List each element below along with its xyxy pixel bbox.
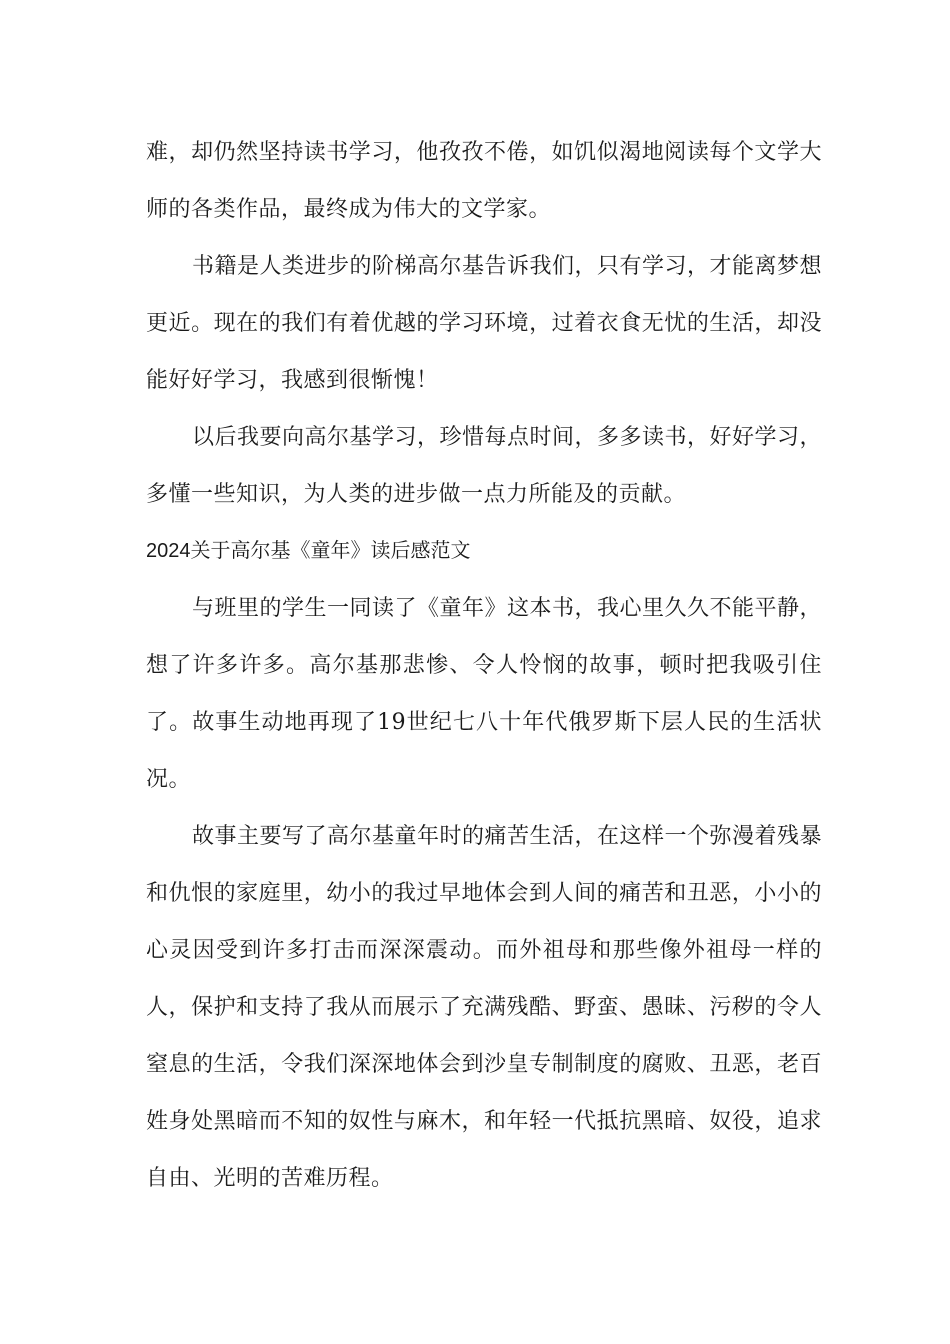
document-body — [146, 124, 822, 1207]
paragraph-books-ladder: 书籍是人类进步的阶梯高尔基告诉我们，只有学习，才能离梦想更近。现在的我们有着优越的学习环境，过着衣食无忧的生活，却没能好好学习，我感到很惭愧！ — [146, 254, 823, 393]
section-title: 2024关于高尔基《童年》读后感范文 — [146, 540, 471, 562]
paragraph-continuation: 难，却仍然坚持读书学习，他孜孜不倦，如饥似渴地阅读每个文学大师的各类作品，最终成为伟大的文学家。 — [146, 140, 822, 222]
paragraph-story-summary: 故事主要写了高尔基童年时的痛苦生活，在这样一个弥漫着残暴和仇恨的家庭里，幼小的我过早地体会到人间的痛苦和丑恶，小小的心灵因受到许多打击而深深震动。而外祖母和那些像外祖母一样的人，保护和支持了我从而展示了充满残酷、野蛮、愚昧、污秽的令人窒息的生活，令我们深深地体会到沙皇专制制度的腐败、丑恶，老百姓身处黑暗而不知的奴性与麻木，和年轻一代抵抗黑暗、奴役，追求自由、光明的苦难历程。 — [146, 824, 823, 1191]
paragraph-reading-childhood: 与班里的学生一同读了《童年》这本书，我心里久久不能平静，想了许多许多。高尔基那悲惨、令人怜悯的故事，顿时把我吸引住了。故事生动地再现了19世纪七八十年代俄罗斯下层人民的生活状况。 — [146, 596, 823, 792]
paragraph-learn-from-gorky: 以后我要向高尔基学习，珍惜每点时间，多多读书，好好学习，多懂一些知识，为人类的进步做一点力所能及的贡献。 — [146, 425, 823, 507]
